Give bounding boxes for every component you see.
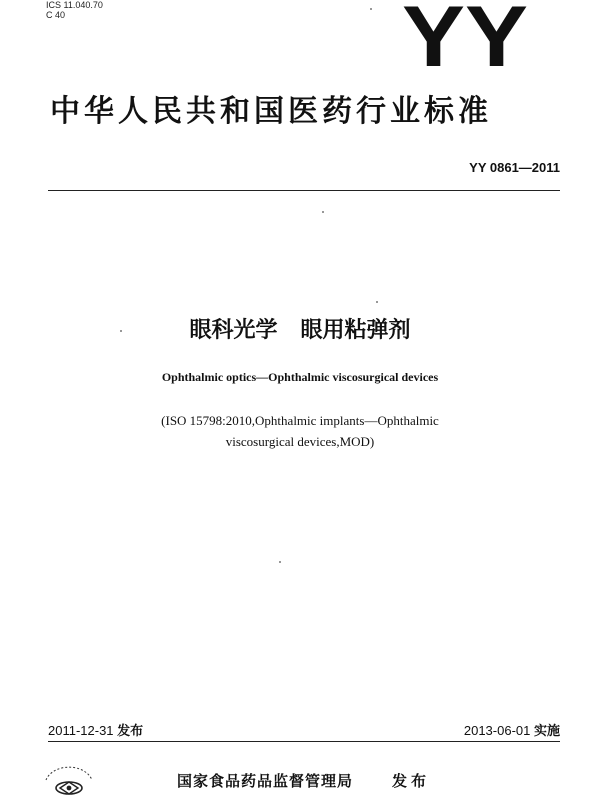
implement-date: 2013-06-01 <box>463 723 531 738</box>
yy-standard-mark <box>400 0 530 70</box>
organization-title: 中华人民共和国医药行业标准 <box>50 94 492 129</box>
scan-speck <box>279 561 281 563</box>
english-title: Ophthalmic optics—Ophthalmic viscosurgical devices <box>161 370 439 384</box>
issuing-authority: 国家食品药品监督管理局 <box>177 772 354 790</box>
ics-classification <box>46 0 103 20</box>
iso-reference-line-1: (ISO 15798:2010,Ophthalmic implants—Ophthalmic <box>161 413 439 428</box>
iso-reference-line-2: viscosurgical devices,MOD) <box>225 434 375 449</box>
scan-speck <box>322 211 324 213</box>
top-divider <box>48 190 560 191</box>
scan-speck <box>120 330 122 332</box>
chinese-title: 眼科光学 眼用粘弹剂 <box>189 318 411 343</box>
scan-speck <box>376 301 378 303</box>
ccs-code: C 40 <box>46 10 66 20</box>
publish-date-block <box>48 720 143 739</box>
standard-code: YY 0861—2011 <box>469 160 560 175</box>
yy-mark-text: YY <box>402 0 528 70</box>
publish-date: 2011-12-31 <box>48 723 114 738</box>
issuer-logo-icon <box>40 760 98 796</box>
scan-speck <box>370 8 372 10</box>
iso-reference <box>0 410 600 452</box>
implement-label: 实施 <box>533 724 560 739</box>
implement-date-block <box>464 720 560 739</box>
ics-code: ICS 11.040.70 <box>46 0 103 10</box>
bottom-divider <box>48 741 560 742</box>
publish-label: 发布 <box>117 724 144 739</box>
issue-label: 发布 <box>392 772 431 790</box>
